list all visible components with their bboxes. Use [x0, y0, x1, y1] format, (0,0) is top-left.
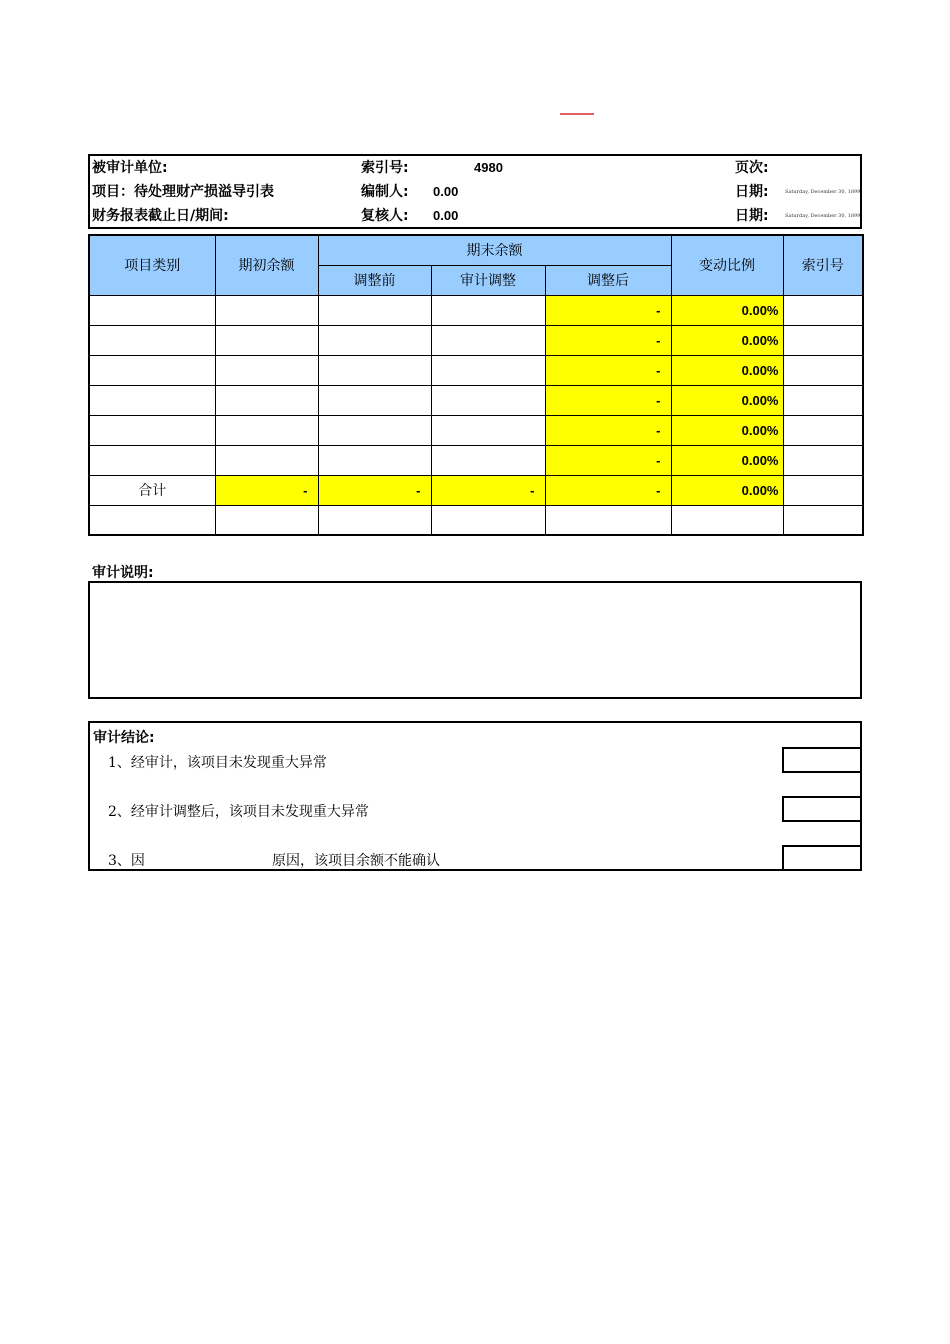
table-cell[interactable]: [783, 445, 863, 475]
table-row: [89, 385, 863, 415]
header-index: 索引号: [783, 235, 863, 295]
table-cell[interactable]: [431, 355, 545, 385]
header-audit-adj: 审计调整: [431, 265, 545, 295]
header-closing: 期末余额: [318, 235, 671, 265]
date-label-1: 日期:: [735, 184, 769, 200]
table-row: [89, 295, 863, 325]
total-audit-adj: -: [431, 475, 545, 505]
change-ratio-value: 0.00%: [671, 295, 783, 325]
auditee-label: 被审计单位:: [92, 160, 168, 176]
table-cell[interactable]: [431, 385, 545, 415]
change-ratio-value: 0.00%: [671, 445, 783, 475]
table-cell[interactable]: [215, 325, 318, 355]
table-cell[interactable]: [215, 355, 318, 385]
conclusion-title: 审计结论:: [93, 730, 155, 746]
change-ratio-value: 0.00%: [671, 385, 783, 415]
date-value-1: Saturday, December 30, 1899: [785, 189, 861, 195]
table-cell[interactable]: [215, 415, 318, 445]
table-cell[interactable]: [89, 445, 215, 475]
header-before-adj: 调整前: [318, 265, 431, 295]
table-cell[interactable]: [89, 415, 215, 445]
table-cell[interactable]: [783, 355, 863, 385]
table-cell[interactable]: [89, 385, 215, 415]
preparer-label: 编制人:: [361, 184, 409, 200]
change-ratio-value: 0.00%: [671, 355, 783, 385]
table-cell[interactable]: [431, 415, 545, 445]
conclusion-item-3-suffix: 原因，该项目余额不能确认: [272, 853, 440, 869]
table-row: [89, 355, 863, 385]
table-cell[interactable]: [783, 505, 863, 535]
preparer-value: 0.00: [433, 184, 459, 199]
header-opening: 期初余额: [215, 235, 318, 295]
reviewer-value: 0.00: [433, 208, 459, 223]
total-opening: -: [215, 475, 318, 505]
table-cell[interactable]: [783, 325, 863, 355]
table-cell[interactable]: [215, 445, 318, 475]
table-cell[interactable]: [89, 355, 215, 385]
conclusion-checkbox-2[interactable]: [782, 796, 862, 822]
total-row: [89, 475, 863, 505]
table-cell[interactable]: [545, 505, 671, 535]
index-value: 4980: [474, 160, 503, 175]
conclusion-checkbox-3[interactable]: [782, 845, 862, 871]
table-cell[interactable]: [431, 445, 545, 475]
table-cell[interactable]: [783, 475, 863, 505]
table-cell[interactable]: [783, 295, 863, 325]
table-cell[interactable]: [783, 385, 863, 415]
after-adj-value: -: [545, 415, 671, 445]
reviewer-label: 复核人:: [361, 208, 409, 224]
period-label: 财务报表截止日/期间:: [92, 208, 229, 224]
audit-header: [88, 154, 862, 229]
change-ratio-value: 0.00%: [671, 415, 783, 445]
audit-conclusion: [88, 721, 862, 871]
audit-notes-label: 审计说明:: [92, 565, 154, 581]
conclusion-item-2: 2、经审计调整后，该项目未发现重大异常: [108, 804, 369, 820]
table-row: [89, 505, 863, 535]
total-change-ratio: 0.00%: [671, 475, 783, 505]
total-label: 合计: [89, 475, 215, 505]
header-change-ratio: 变动比例: [671, 235, 783, 295]
page-label: 页次:: [735, 160, 769, 176]
table-cell[interactable]: [89, 325, 215, 355]
date-label-2: 日期:: [735, 208, 769, 224]
table-cell[interactable]: [215, 385, 318, 415]
table-row: [89, 445, 863, 475]
table-cell[interactable]: [215, 295, 318, 325]
table-cell[interactable]: [671, 505, 783, 535]
table-cell[interactable]: [318, 355, 431, 385]
table-cell[interactable]: [431, 505, 545, 535]
after-adj-value: -: [545, 325, 671, 355]
table-cell[interactable]: [431, 295, 545, 325]
table-cell[interactable]: [89, 505, 215, 535]
date-value-2: Saturday, December 30, 1899: [785, 213, 861, 219]
total-before-adj: -: [318, 475, 431, 505]
balance-table: [88, 234, 864, 536]
after-adj-value: -: [545, 355, 671, 385]
table-cell[interactable]: [783, 415, 863, 445]
header-category: 项目类别: [89, 235, 215, 295]
table-cell[interactable]: [318, 415, 431, 445]
table-cell[interactable]: [318, 445, 431, 475]
after-adj-value: -: [545, 385, 671, 415]
conclusion-checkbox-1[interactable]: [782, 747, 862, 773]
audit-notes-box[interactable]: [88, 581, 862, 699]
table-cell[interactable]: [318, 325, 431, 355]
index-label: 索引号:: [361, 160, 409, 176]
table-cell[interactable]: [318, 385, 431, 415]
table-row: [89, 415, 863, 445]
table-cell[interactable]: [89, 295, 215, 325]
project-label: 项目：待处理财产损溢导引表: [92, 184, 274, 200]
table-cell[interactable]: [318, 295, 431, 325]
after-adj-value: -: [545, 295, 671, 325]
table-cell[interactable]: [431, 325, 545, 355]
table-cell[interactable]: [318, 505, 431, 535]
header-after-adj: 调整后: [545, 265, 671, 295]
total-after-adj: -: [545, 475, 671, 505]
conclusion-item-3-prefix: 3、因: [108, 853, 145, 869]
conclusion-item-1: 1、经审计，该项目未发现重大异常: [108, 755, 327, 771]
table-row: [89, 325, 863, 355]
change-ratio-value: 0.00%: [671, 325, 783, 355]
decorative-mark: [560, 113, 594, 115]
after-adj-value: -: [545, 445, 671, 475]
table-cell[interactable]: [215, 505, 318, 535]
